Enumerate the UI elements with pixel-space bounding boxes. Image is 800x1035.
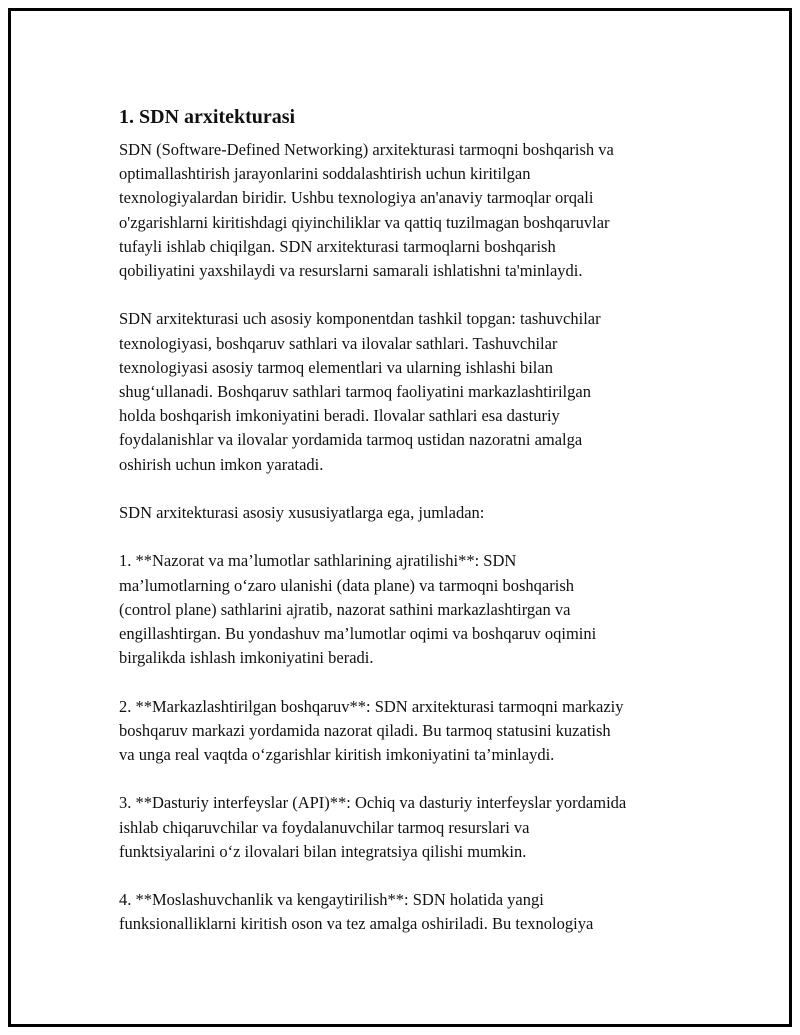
text-line: 3. **Dasturiy interfeyslar (API)**: Ochiq va dasturiy interfeyslar yordamida <box>119 793 627 813</box>
text-line: (control plane) sathlarini ajratib, nazorat sathini markazlashtirgan va <box>119 599 571 619</box>
text-line: engillashtirgan. Bu yondashuv ma’lumotlar oqimi va boshqaruv oqimini <box>119 624 597 644</box>
list-item-2 <box>119 695 709 768</box>
text-line: texnologiyasi, boshqaruv sathlari va ilovalar sathlari. Tashuvchilar <box>119 333 558 353</box>
list-item-3 <box>119 791 709 864</box>
document-body <box>119 102 709 961</box>
text-line: oshirish uchun imkon yaratadi. <box>119 454 324 474</box>
text-line: 4. **Moslashuvchanlik va kengaytirilish**: SDN holatida yangi <box>119 890 544 910</box>
text-line: 1. **Nazorat va ma’lumotlar sathlarining ajratilishi**: SDN <box>119 551 517 571</box>
page-frame <box>8 8 792 1027</box>
text-line: 2. **Markazlashtirilgan boshqaruv**: SDN arxitekturasi tarmoqni markaziy <box>119 696 624 716</box>
list-item-1 <box>119 549 709 670</box>
text-line: SDN (Software-Defined Networking) arxitekturasi tarmoqni boshqarish va <box>119 140 614 159</box>
text-line: funktsiyalarini o‘z ilovalari bilan integratsiya qilishi mumkin. <box>119 841 527 861</box>
paragraph-features-intro <box>119 501 709 525</box>
text-line: va unga real vaqtda o‘zgarishlar kiritish imkoniyatini ta’minlaydi. <box>119 745 555 765</box>
text-line: SDN arxitekturasi asosiy xususiyatlarga ega, jumladan: <box>119 503 485 523</box>
list-item-4 <box>119 888 709 936</box>
text-line: texnologiyalardan biridir. Ushbu texnologiya an'anaviy tarmoqlar orqali <box>119 188 594 208</box>
text-line: ishlab chiqaruvchilar va foydalanuvchilar tarmoq resurslari va <box>119 817 530 837</box>
text-line: funksionalliklarni kiritish oson va tez amalga oshiriladi. Bu texnologiya <box>119 914 594 934</box>
text-line: foydalanishlar va ilovalar yordamida tarmoq ustidan nazoratni amalga <box>119 430 583 450</box>
text-line: texnologiyasi asosiy tarmoq elementlari va ularning ishlashi bilan <box>119 357 553 377</box>
text-line: qobiliyatini yaxshilaydi va resurslarni samarali ishlatishni ta'minlaydi. <box>119 261 583 281</box>
text-line: shug‘ullanadi. Boshqaruv sathlari tarmoq faoliyatini markazlashtirilgan <box>119 382 591 402</box>
text-line: optimallashtirish jarayonlarini soddalashtirish uchun kiritilgan <box>119 164 531 184</box>
text-line: holda boshqarish imkoniyatini beradi. Ilovalar sathlari esa dasturiy <box>119 406 560 426</box>
paragraph-intro <box>119 138 709 283</box>
text-line: ma’lumotlarning o‘zaro ulanishi (data plane) va tarmoqni boshqarish <box>119 575 574 595</box>
text-line: tufayli ishlab chiqilgan. SDN arxitekturasi tarmoqlarni boshqarish <box>119 236 556 256</box>
section-heading: 1. SDN arxitekturasi <box>119 106 296 128</box>
paragraph-components <box>119 307 709 476</box>
text-line: birgalikda ishlash imkoniyatini beradi. <box>119 648 374 668</box>
text-line: o'zgarishlarni kiritishdagi qiyinchiliklar va qattiq tuzilmagan boshqaruvlar <box>119 212 610 232</box>
text-line: SDN arxitekturasi uch asosiy komponentdan tashkil topgan: tashuvchilar <box>119 309 601 329</box>
text-line: boshqaruv markazi yordamida nazorat qiladi. Bu tarmoq statusini kuzatish <box>119 720 611 740</box>
